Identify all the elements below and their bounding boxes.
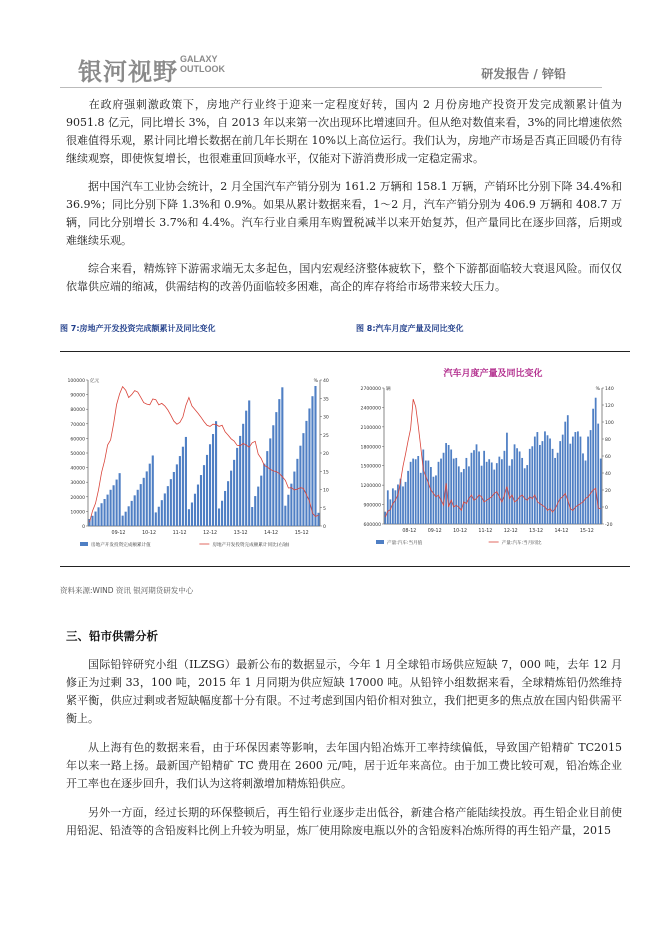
bar: [221, 501, 223, 526]
data-source: 资料来源:WIND 资讯 银河期货研发中心: [60, 586, 194, 595]
bar: [116, 480, 118, 526]
left-tick-label: 1800000: [360, 445, 381, 451]
legend-bar-label: 产量:汽车:当月值: [387, 541, 423, 546]
legend-bar-label: 房地产开发投资完成额累计值: [91, 543, 151, 548]
bar: [524, 468, 526, 524]
left-tick-label: 30000: [70, 481, 85, 487]
bar: [542, 441, 544, 524]
bar: [317, 513, 319, 526]
bar: [91, 516, 93, 526]
bar: [185, 437, 187, 526]
bar: [239, 436, 241, 526]
bar: [539, 445, 541, 524]
left-tick-label: 50000: [70, 452, 85, 457]
left-tick-label: 80000: [70, 408, 85, 414]
bar: [248, 400, 250, 526]
bar: [463, 469, 465, 524]
x-tick-label: 10-12: [142, 531, 157, 536]
left-tick-label: 100000: [67, 379, 85, 384]
bar: [590, 430, 592, 524]
bar: [549, 439, 551, 524]
bar: [420, 473, 422, 524]
right-tick-label: 30: [323, 415, 329, 421]
left-tick-label: 1500000: [360, 464, 381, 470]
right-tick-label: 20: [323, 452, 329, 457]
bar: [212, 434, 214, 526]
bar: [410, 462, 412, 524]
bar: [552, 449, 554, 524]
bar: [311, 396, 313, 526]
bar: [587, 437, 589, 524]
bar: [314, 386, 316, 526]
bar: [529, 449, 531, 524]
bar: [577, 431, 579, 524]
bar: [287, 495, 289, 526]
bar: [233, 460, 235, 526]
figure-titles: [60, 320, 630, 336]
bar: [544, 431, 546, 524]
left-tick-label: 0: [82, 525, 85, 530]
right-tick-label: 0: [323, 525, 326, 530]
x-tick-label: 14-12: [554, 529, 569, 534]
bar: [443, 453, 445, 524]
paragraph-auto: 据中国汽车工业协会统计，2 月全国汽车产销分别为 161.2 万辆和 158.1 万辆，产销环比分别下降 34.4%和 36.9%；同比分别下降 1.3%和 0.9%。如果从累计数据来看，1～2 月，汽车产销分别为 406.9 万辆和 408.7 万辆，同比分别增长 3.7%和 4.4%。汽车行业自乘用车购置税减半以来开始复苏，但产量同比在逐步回落，后期或难继续乐观。: [66, 180, 622, 247]
bar: [402, 486, 404, 524]
bar: [230, 471, 232, 526]
bar: [476, 444, 478, 524]
figure-7-title: 图 7:房地产开发投资完成额累计及同比变化: [60, 324, 216, 333]
bar: [110, 490, 112, 526]
bar: [562, 435, 564, 524]
bar: [455, 458, 457, 524]
bar: [128, 506, 130, 526]
bar: [101, 503, 103, 526]
bar: [134, 495, 136, 526]
bar: [597, 424, 599, 524]
bar: [514, 444, 516, 524]
bar: [236, 448, 238, 526]
auto-production-chart: [356, 362, 626, 562]
bar: [146, 471, 148, 526]
right-axis-unit: %: [313, 379, 318, 384]
bar: [483, 451, 485, 524]
bar: [122, 516, 124, 526]
bar: [260, 476, 262, 526]
bar: [585, 461, 587, 524]
left-tick-label: 1200000: [360, 484, 381, 490]
bar: [405, 482, 407, 524]
bar: [299, 446, 301, 526]
bar: [302, 433, 304, 526]
bar: [453, 459, 455, 524]
bar: [501, 459, 503, 524]
bar: [281, 387, 283, 526]
bar: [278, 399, 280, 526]
bar: [293, 472, 295, 526]
right-tick-label: 15: [323, 470, 329, 476]
bar: [140, 484, 142, 526]
paragraph-ilzsg: 国际铅锌研究小组（ILZSG）最新公布的数据显示，今年 1 月全球铅市场供应短缺 7，000 吨，去年 12 月修正为过剩 33，100 吨，2015 年 1 月同期为供应短缺 17000 吨。从铅锌小组数据来看，全球精炼铅仍然维持紧平衡，供应过剩或者短缺幅度都十分有限。不过考虑到国内铅价相对独立，我们把更多的焦点放在国内铅供需平衡上。: [66, 658, 622, 725]
bar: [450, 450, 452, 524]
paragraph-smelter: 从上海有色的数据来看，由于环保因素等影响，去年国内铅冶炼开工率持续偏低，导致国产铅精矿 TC2015 年以来一路上扬。最新国产铅精矿 TC 费用在 2600 元/吨，居于近年来高位。由于加工费比较可观，铅冶炼企业开工率也在逐步回升，我们认为这将刺激增加精炼铅供应。: [66, 741, 622, 790]
left-tick-label: 70000: [70, 422, 85, 428]
bar: [448, 445, 450, 524]
paragraph-summary: 综合来看，精炼锌下游需求端无太多起色，国内宏观经济整体疲软下，整个下游都面临较大衰退风险。而仅仅依靠供应端的缩减，供需结构的改善仍面临较多困难，高企的库存将给市场带来较大压力。: [66, 262, 622, 293]
bar: [227, 481, 229, 526]
bar: [263, 464, 265, 526]
bar: [275, 412, 277, 526]
bar: [417, 456, 419, 524]
bar: [387, 490, 389, 524]
bar: [595, 398, 597, 524]
bar: [425, 461, 427, 524]
bar: [471, 453, 473, 524]
right-axis-unit: %: [595, 387, 600, 392]
bar: [392, 488, 394, 524]
bar: [224, 491, 226, 526]
bar: [433, 477, 435, 524]
left-tick-label: 2400000: [360, 406, 381, 412]
x-tick-label: 14-12: [264, 531, 279, 536]
bar: [460, 472, 462, 524]
x-tick-label: 11-12: [478, 529, 493, 534]
right-tick-label: 5: [323, 506, 326, 512]
real-estate-chart-svg: [64, 362, 354, 562]
x-tick-label: 10-12: [453, 529, 468, 534]
bar: [155, 512, 157, 526]
bar: [486, 462, 488, 524]
report-category: 研发报告 / 锌铅: [481, 67, 566, 81]
right-tick-label: -20: [605, 523, 613, 528]
left-tick-label: 10000: [70, 510, 85, 516]
bar: [569, 444, 571, 524]
bar: [191, 502, 193, 526]
bar: [473, 450, 475, 524]
bar: [119, 473, 121, 526]
right-tick-label: 20: [605, 489, 611, 494]
bar: [215, 421, 217, 526]
header-divider: [60, 87, 602, 88]
bar: [200, 475, 202, 526]
bar: [435, 475, 437, 524]
left-tick-label: 2700000: [360, 387, 381, 392]
bar: [415, 459, 417, 524]
bar: [149, 464, 151, 526]
bar: [143, 478, 145, 526]
bar: [468, 466, 470, 524]
x-tick-label: 09-12: [427, 529, 442, 534]
paragraph-recycled-lead: 另外一方面，经过长期的环保整顿后，再生铅行业逐步走出低谷，新建合格产能陆续投放。再生铅企业目前使用铅泥、铅渣等的含铅废料比例上升较为明显，炼厂使用除废电瓶以外的含铅废料冶炼所得的再生铅产量，2015: [66, 806, 622, 837]
bar: [97, 507, 99, 526]
bar: [458, 466, 460, 524]
bar: [465, 458, 467, 524]
right-tick-label: 60: [605, 455, 611, 460]
bar: [254, 496, 256, 526]
right-tick-label: 25: [323, 433, 329, 439]
bar: [407, 471, 409, 524]
left-tick-label: 900000: [363, 503, 381, 509]
bar: [206, 455, 208, 526]
x-tick-label: 11-12: [172, 531, 187, 536]
bar: [506, 433, 508, 524]
bar: [203, 465, 205, 526]
chart-title: 汽车月度产量及同比变化: [443, 369, 543, 379]
bar: [600, 459, 602, 524]
bar: [481, 466, 483, 524]
bar: [137, 490, 139, 526]
bar: [209, 444, 211, 526]
bar: [284, 506, 286, 526]
right-tick-label: 40: [605, 472, 611, 477]
bar: [173, 472, 175, 526]
left-tick-label: 90000: [70, 393, 85, 399]
bar: [516, 448, 518, 524]
bar: [427, 461, 429, 524]
bar: [179, 456, 181, 526]
bar: [305, 421, 307, 526]
bar: [113, 485, 115, 526]
legend-line-label: 产量:汽车:当月同比: [501, 541, 542, 546]
bar: [188, 509, 190, 526]
x-tick-label: 15-12: [294, 531, 309, 536]
bar: [582, 453, 584, 524]
logo-en-line2: OUTLOOK: [180, 64, 225, 74]
bar: [574, 432, 576, 524]
right-tick-label: 80: [605, 438, 611, 443]
bar: [430, 467, 432, 524]
x-tick-label: 13-12: [233, 531, 248, 536]
bar: [94, 512, 96, 526]
logo-chinese: 银河视野: [78, 58, 178, 86]
bar: [559, 441, 561, 524]
x-tick-label: 13-12: [529, 529, 544, 534]
bar: [266, 451, 268, 526]
right-tick-label: 120: [605, 404, 614, 409]
bar: [592, 409, 594, 524]
bar: [564, 422, 566, 524]
bar: [493, 470, 495, 524]
logo-english: [180, 54, 225, 74]
bar: [504, 451, 506, 524]
auto-production-chart-svg: [356, 362, 626, 562]
bar: [272, 425, 274, 526]
bar: [104, 499, 106, 526]
left-tick-label: 2100000: [360, 425, 381, 431]
bar: [245, 411, 247, 526]
left-tick-label: 40000: [70, 466, 85, 472]
x-tick-label: 15-12: [579, 529, 594, 534]
left-tick-label: 60000: [70, 437, 85, 443]
bar: [167, 486, 169, 526]
bar: [161, 500, 163, 526]
bar: [194, 494, 196, 526]
bar: [384, 512, 386, 524]
right-tick-label: 140: [605, 387, 614, 392]
bar: [488, 459, 490, 524]
bar: [242, 424, 244, 526]
bar: [125, 512, 127, 526]
bar: [438, 462, 440, 524]
bar: [251, 507, 253, 526]
bar: [491, 462, 493, 524]
bar: [580, 437, 582, 524]
bar: [521, 458, 523, 524]
bar: [389, 499, 391, 524]
left-tick-label: 600000: [363, 523, 381, 528]
bar: [290, 484, 292, 526]
bar: [498, 457, 500, 524]
bar: [412, 459, 414, 524]
left-axis-unit: 亿元: [90, 379, 100, 384]
bar: [158, 507, 160, 526]
bar: [534, 437, 536, 524]
bar: [131, 501, 133, 526]
x-tick-label: 08-12: [402, 529, 417, 534]
bar: [511, 459, 513, 524]
real-estate-chart: [64, 362, 354, 562]
figure-8-title: 图 8:汽车月度产量及同比变化: [356, 324, 464, 333]
report-header: [0, 0, 662, 92]
bar: [526, 465, 528, 524]
bar: [182, 447, 184, 526]
logo-en-line1: GALAXY: [180, 54, 218, 64]
bar: [197, 485, 199, 526]
bar: [440, 459, 442, 524]
legend-line-label: 房地产开发投资完成额累计同比(右轴): [212, 543, 290, 548]
right-tick-label: 40: [323, 379, 329, 384]
bar: [257, 487, 259, 526]
bar: [164, 493, 166, 526]
bar: [308, 408, 310, 526]
x-tick-label: 09-12: [111, 531, 126, 536]
bar: [536, 432, 538, 524]
bar: [107, 495, 109, 526]
bar: [176, 464, 178, 526]
bar: [218, 508, 220, 526]
right-tick-label: 100: [605, 421, 614, 426]
left-tick-label: 20000: [70, 495, 85, 501]
bar: [554, 458, 556, 524]
x-tick-label: 12-12: [203, 531, 218, 536]
bar: [557, 453, 559, 524]
legend-bar-swatch: [80, 542, 88, 546]
right-tick-label: 0: [605, 506, 608, 511]
right-tick-label: 35: [323, 397, 329, 403]
bar: [152, 455, 154, 526]
bar: [395, 490, 397, 524]
bar: [531, 446, 533, 524]
bar: [170, 479, 172, 526]
bar: [519, 451, 521, 524]
section-heading: 三、铅市供需分析: [66, 629, 158, 643]
bar: [567, 415, 569, 524]
bar: [296, 459, 298, 526]
bar: [478, 451, 480, 524]
figure-box: [60, 351, 630, 567]
legend-bar-swatch: [376, 540, 384, 544]
right-tick-label: 10: [323, 488, 329, 494]
left-axis-unit: 辆: [386, 387, 391, 392]
x-tick-label: 12-12: [503, 529, 518, 534]
paragraph-real-estate: 在政府强刺激政策下，房地产行业终于迎来一定程度好转，国内 2 月份房地产投资开发完成额累计值为 9051.8 亿元，同比增长 3%，自 2013 年以来第一次出现环比增速回升。但从绝对数值来看，3%的同比增速依然很难值得乐观，累计同比增长数据在前几年长期在 10%以上高位运行。我们认为，房地产市场是否真正回暖仍有待继续观察，即使恢复增长，也很难重回顶峰水平，仅能对下游消费形成一定稳定需求。: [66, 98, 622, 165]
bar: [269, 438, 271, 526]
